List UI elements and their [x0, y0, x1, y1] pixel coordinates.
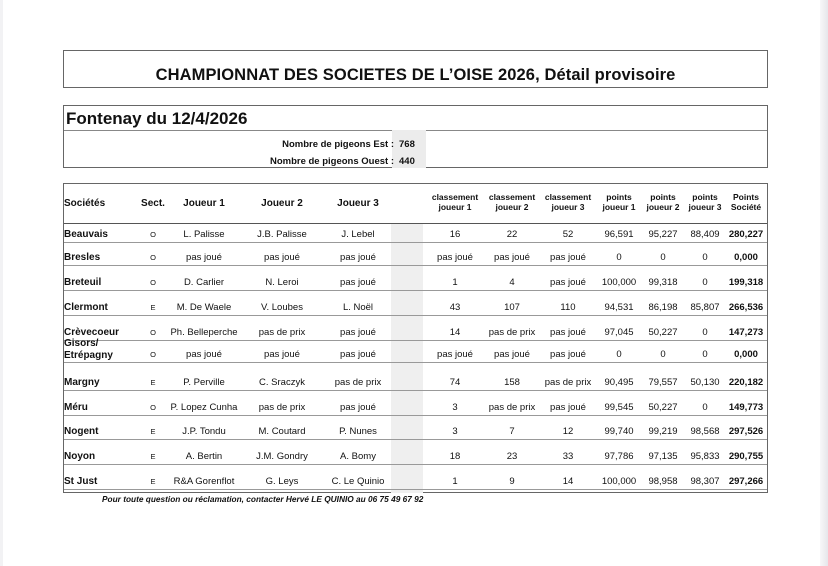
cell-ps: 220,182	[728, 377, 764, 388]
cell-c2: pas de prix	[488, 402, 536, 413]
header-p2	[640, 192, 686, 212]
cell-j2: V. Loubes	[261, 302, 303, 313]
cell-ps: 266,536	[728, 302, 764, 313]
cell-ps: 280,227	[728, 229, 764, 240]
cell-c3: pas joué	[550, 402, 586, 413]
cell-j1: P. Perville	[183, 377, 225, 388]
cell-p1: 94,531	[604, 302, 634, 313]
table-row	[64, 397, 767, 416]
cell-c1: 14	[449, 327, 461, 338]
cell-p3: 85,807	[690, 302, 720, 313]
cell-j1: P. Lopez Cunha	[170, 402, 238, 413]
cell-ps: 297,266	[728, 476, 764, 487]
cell-c1: 1	[452, 476, 458, 487]
east-count-label: Nombre de pigeons Est :	[282, 139, 394, 150]
header-line: joueur 3	[551, 202, 585, 212]
cell-societe: St Just	[64, 476, 98, 487]
cell-societe: Bresles	[64, 252, 101, 263]
table-row	[64, 247, 767, 266]
table-row	[64, 471, 767, 490]
cell-societe: Clermont	[64, 302, 108, 313]
cell-j1: D. Carlier	[183, 277, 225, 288]
cell-p2: 79,557	[648, 377, 678, 388]
event-info-box	[63, 105, 768, 168]
header-societe: Sociétés	[64, 198, 106, 209]
header-line: classement	[544, 192, 592, 202]
cell-j1: L. Palisse	[183, 229, 225, 240]
cell-j1: M. De Waele	[176, 302, 232, 313]
cell-c2: pas joué	[494, 252, 530, 263]
cell-sect: E	[150, 427, 156, 436]
header-p3	[684, 192, 726, 212]
cell-j2: pas joué	[264, 349, 300, 360]
cell-p3: 0	[702, 402, 708, 413]
cell-j2: J.B. Palisse	[257, 229, 307, 240]
cell-p2: 98,958	[648, 476, 678, 487]
table-row	[64, 297, 767, 316]
cell-p1: 97,045	[604, 327, 634, 338]
west-count-label: Nombre de pigeons Ouest :	[269, 156, 394, 167]
cell-societe: Crèvecoeur	[64, 327, 120, 338]
cell-j3: P. Nunes	[339, 426, 377, 437]
cell-c3: 12	[562, 426, 574, 437]
cell-p1: 100,000	[601, 476, 637, 487]
cell-c2: pas de prix	[488, 327, 536, 338]
cell-c1: pas joué	[437, 349, 473, 360]
cell-c3: pas joué	[550, 327, 586, 338]
cell-j2: M. Coutard	[258, 426, 306, 437]
header-line: joueur 3	[688, 202, 722, 212]
cell-p2: 0	[660, 252, 666, 263]
header-j3: Joueur 3	[337, 198, 379, 209]
cell-c2: 107	[504, 302, 520, 313]
cell-c1: 16	[449, 229, 461, 240]
cell-p1: 99,740	[604, 426, 634, 437]
cell-j2: pas de prix	[258, 402, 306, 413]
cell-p3: 0	[702, 349, 708, 360]
header-line: joueur 2	[495, 202, 529, 212]
cell-j3: pas joué	[340, 402, 376, 413]
cell-p2: 99,318	[648, 277, 678, 288]
cell-j2: N. Leroi	[265, 277, 299, 288]
cell-ps: 147,273	[728, 327, 764, 338]
cell-c2: pas joué	[494, 349, 530, 360]
cell-sect: O	[150, 328, 156, 337]
cell-ps: 199,318	[728, 277, 764, 288]
cell-c1: 3	[452, 402, 458, 413]
cell-c2: 4	[509, 277, 515, 288]
header-line: points	[650, 192, 676, 202]
cell-j1: A. Bertin	[185, 451, 223, 462]
cell-p3: 95,833	[690, 451, 720, 462]
cell-ps: 297,526	[728, 426, 764, 437]
cell-p1: 0	[616, 252, 622, 263]
cell-c1: 1	[452, 277, 458, 288]
cell-p3: 98,568	[690, 426, 720, 437]
cell-c1: 3	[452, 426, 458, 437]
cell-c1: pas joué	[437, 252, 473, 263]
cell-c3: 33	[562, 451, 574, 462]
cell-p3: 0	[702, 277, 708, 288]
table-row	[64, 272, 767, 291]
header-line: joueur 1	[438, 202, 472, 212]
cell-p2: 97,135	[648, 451, 678, 462]
header-line: joueur 2	[646, 202, 680, 212]
cell-p3: 0	[702, 252, 708, 263]
header-ps	[725, 192, 767, 212]
cell-j2: G. Leys	[265, 476, 299, 487]
cell-j3: pas joué	[340, 252, 376, 263]
cell-j2: C. Sraczyk	[259, 377, 305, 388]
cell-sect: E	[150, 452, 156, 461]
cell-societe: Beauvais	[64, 229, 108, 240]
title-box	[63, 50, 768, 88]
cell-c2: 23	[506, 451, 518, 462]
header-c3	[540, 192, 596, 212]
cell-c2: 22	[506, 229, 518, 240]
cell-sect: E	[150, 303, 156, 312]
cell-sect: O	[150, 230, 156, 239]
header-c1	[426, 192, 484, 212]
cell-p2: 50,227	[648, 327, 678, 338]
table-row	[64, 446, 767, 465]
cell-j3: A. Bomy	[340, 451, 376, 462]
cell-p1: 0	[616, 349, 622, 360]
header-j1: Joueur 1	[183, 198, 225, 209]
cell-j1: pas joué	[186, 349, 222, 360]
document-page	[3, 0, 820, 566]
cell-c1: 74	[449, 377, 461, 388]
header-c2	[483, 192, 541, 212]
cell-societe: Nogent	[64, 426, 99, 437]
cell-ps: 0,000	[734, 349, 758, 360]
cell-j3: pas de prix	[334, 377, 382, 388]
cell-c3: pas joué	[550, 252, 586, 263]
cell-j2: J.M. Gondry	[256, 451, 308, 462]
header-line: Points	[733, 192, 759, 202]
cell-ps: 0,000	[734, 252, 758, 263]
cell-p3: 98,307	[690, 476, 720, 487]
header-line: Société	[730, 202, 762, 212]
table-row	[64, 224, 767, 243]
cell-societe: Méru	[64, 402, 88, 413]
cell-c3: 110	[560, 302, 576, 313]
page-title: CHAMPIONNAT DES SOCIETES DE L’OISE 2026, Détail provisoire	[155, 66, 676, 84]
cell-p1: 97,786	[604, 451, 634, 462]
cell-p1: 99,545	[604, 402, 634, 413]
header-j2: Joueur 2	[261, 198, 303, 209]
cell-j3: pas joué	[340, 277, 376, 288]
cell-p1: 96,591	[604, 229, 634, 240]
cell-j3: L. Noël	[342, 302, 374, 313]
cell-societe: Noyon	[64, 451, 96, 462]
east-count-value: 768	[399, 139, 415, 150]
cell-j1: pas joué	[186, 252, 222, 263]
cell-p2: 99,219	[648, 426, 678, 437]
cell-c2: 7	[509, 426, 515, 437]
cell-j3: pas joué	[340, 349, 376, 360]
cell-p3: 50,130	[690, 377, 720, 388]
cell-sect: O	[150, 253, 156, 262]
header-line: classement	[488, 192, 536, 202]
cell-j3: J. Lebel	[341, 229, 375, 240]
header-sect: Sect.	[141, 198, 165, 209]
cell-sect: E	[150, 378, 156, 387]
table-header	[64, 184, 767, 224]
cell-p1: 100,000	[601, 277, 637, 288]
table-row	[64, 338, 767, 363]
cell-j2: pas de prix	[258, 327, 306, 338]
cell-c3: pas joué	[550, 277, 586, 288]
cell-c2: 158	[504, 377, 520, 388]
header-p1	[596, 192, 642, 212]
cell-p2: 95,227	[648, 229, 678, 240]
west-count-value: 440	[399, 156, 415, 167]
cell-ps: 290,755	[728, 451, 764, 462]
cell-j3: pas joué	[340, 327, 376, 338]
cell-p1: 90,495	[604, 377, 634, 388]
cell-p2: 86,198	[648, 302, 678, 313]
cell-c1: 18	[449, 451, 461, 462]
cell-sect: O	[150, 278, 156, 287]
header-line: points	[606, 192, 632, 202]
table-row	[64, 322, 767, 341]
results-table	[63, 183, 768, 493]
header-line: joueur 1	[602, 202, 636, 212]
cell-societe: Margny	[64, 377, 100, 388]
cell-j1: R&A Gorenflot	[173, 476, 235, 487]
cell-j1: Ph. Belleperche	[170, 327, 238, 338]
cell-p2: 50,227	[648, 402, 678, 413]
page-edge-shadow	[820, 0, 828, 566]
cell-ps: 149,773	[728, 402, 764, 413]
cell-c3: 52	[562, 229, 574, 240]
header-line: points	[692, 192, 718, 202]
cell-p3: 88,409	[690, 229, 720, 240]
cell-c2: 9	[509, 476, 515, 487]
cell-societe: Gisors/ Etrépagny	[64, 338, 113, 361]
cell-c3: pas joué	[550, 349, 586, 360]
table-row	[64, 372, 767, 391]
cell-j1: J.P. Tondu	[182, 426, 226, 437]
cell-c1: 43	[449, 302, 461, 313]
cell-j3: C. Le Quinio	[331, 476, 385, 487]
cell-j2: pas joué	[264, 252, 300, 263]
cell-sect: O	[150, 403, 156, 412]
cell-p2: 0	[660, 349, 666, 360]
cell-societe: Breteuil	[64, 277, 102, 288]
footer-note: Pour toute question ou réclamation, contacter Hervé LE QUINIO au 06 75 49 67 92	[102, 494, 424, 504]
cell-c3: pas de prix	[544, 377, 592, 388]
table-row	[64, 421, 767, 440]
cell-p3: 0	[702, 327, 708, 338]
cell-sect: O	[150, 350, 156, 359]
event-title: Fontenay du 12/4/2026	[66, 109, 248, 128]
cell-sect: E	[150, 477, 156, 486]
cell-c3: 14	[562, 476, 574, 487]
header-line: classement	[431, 192, 479, 202]
